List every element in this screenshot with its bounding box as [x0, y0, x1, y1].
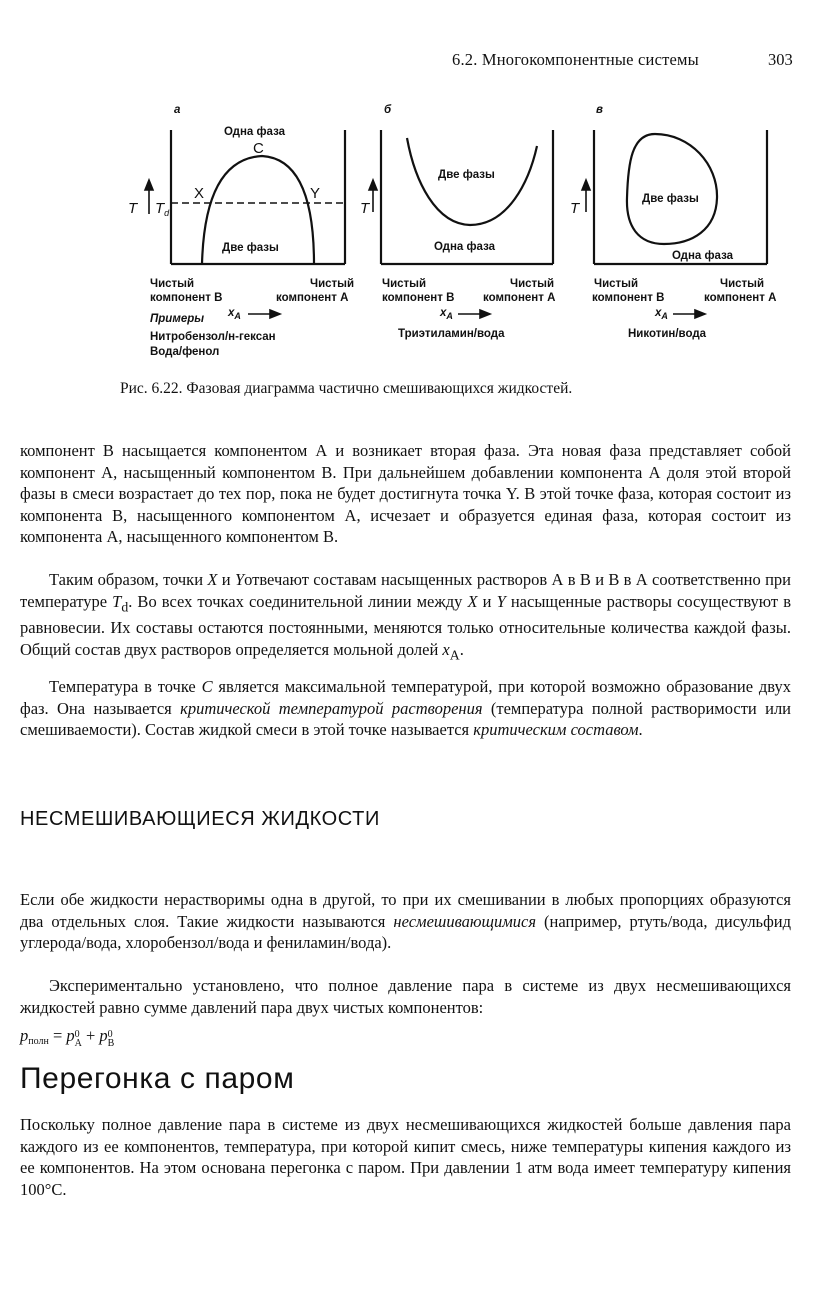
panel-b-letter: б: [384, 104, 392, 116]
panel-b-right-comp-line2: компонент А: [483, 292, 556, 304]
panel-a-t-axis-label: T: [128, 200, 138, 217]
panel-a-point-c-label: C: [253, 140, 264, 157]
formula-p-a-sub: A: [74, 1038, 82, 1049]
paragraph-6: Поскольку полное давление пара в системе из двух несмешивающихся жидкостей больше давления пара каждого из ее компонентов, температура, при которой кипит смесь, ниже температуры кипения каждого из ее компонентов. На этом основана перегонка с паром. При давлении 1 атм вода имеет температуру кипения 100°С.: [20, 1115, 791, 1199]
p2-var-y2: Y: [496, 591, 506, 611]
formula-equals: =: [48, 1026, 67, 1045]
p2-var-x2: X: [467, 591, 478, 611]
p2-text-c: отвечают составам насыщенных растворов А в В и В в А соответственно при температуре: [20, 570, 791, 611]
panel-b-xa-label: [439, 307, 453, 321]
panel-a-one-phase-label: Одна фаза: [224, 126, 286, 138]
steam-distillation-heading: Перегонка с паром: [20, 1062, 295, 1095]
panel-a-xa-arrowhead: [270, 310, 280, 318]
paragraph-5: Экспериментально установлено, что полное давление пара в системе из двух несмешивающихся жидкостей равно сумме давлений пара двух чистых компонентов:: [20, 976, 791, 1017]
p2-text-a: Таким образом, точки: [49, 570, 208, 589]
panel-b-t-arrowhead: [369, 180, 377, 190]
phase-diagram-figure: [0, 0, 831, 380]
formula-plus: +: [81, 1026, 100, 1045]
vapor-pressure-formula: [20, 1026, 114, 1048]
p4-text-b: (например, ртуть/вода, дисульфид углерода/вода, хлоробензол/вода и фениламин/вода).: [20, 911, 792, 953]
panel-a-point-x-label: X: [194, 185, 205, 202]
p2-var-td: T: [112, 591, 122, 611]
panel-b-xa-symbol: x: [440, 307, 447, 319]
panel-a-xa-symbol: x: [228, 307, 235, 319]
formula-p-a-sup: 0: [74, 1029, 80, 1040]
panel-a-example-1: Нитробензол/н-гексан: [150, 331, 276, 343]
p2-var-td-sub: d: [121, 598, 129, 614]
panel-c-left-comp-line1: Чистый: [594, 278, 639, 290]
panel-c-xa-arrowhead: [695, 310, 705, 318]
formula-p-b-sub: B: [107, 1038, 115, 1049]
p3-text-d: (температура полной растворимости или смешиваемости). Состав жидкой смеси в этой точке называется: [20, 698, 792, 740]
panel-a-xa-label: [227, 307, 241, 321]
p2-var-y: Y: [234, 570, 245, 589]
panel-b-xa-arrowhead: [480, 310, 490, 318]
formula-p-b-sup: 0: [107, 1029, 113, 1040]
panel-a-t-arrowhead: [145, 180, 153, 190]
panel-c-t-arrowhead: [582, 180, 590, 190]
formula-p-total-sub: полн: [28, 1036, 49, 1047]
panel-a-example-2: Вода/фенол: [150, 346, 220, 358]
panel-a-point-y-label: Y: [310, 185, 321, 202]
panel-b-xa-subscript: A: [446, 311, 453, 321]
panel-c-right-comp-line1: Чистый: [720, 278, 765, 290]
paragraph-3: [20, 676, 791, 741]
figure-caption: Рис. 6.22. Фазовая диаграмма частично смешивающихся жидкостей.: [120, 380, 573, 397]
panel-c-xa-label: [654, 307, 668, 321]
panel-c-left-comp-line2: компонент В: [592, 292, 665, 304]
panel-a-two-phases-label: Две фазы: [222, 242, 279, 254]
panel-a-xa-subscript: A: [234, 311, 241, 321]
p2-text-f: насыщенные растворы сосуществуют в равновесии. Их составы остаются постоянными, меняются только относительные количества каждой фазы. Общий состав двух растворов определяется мольной долей: [20, 591, 791, 660]
panel-b-one-phase-label: Одна фаза: [434, 241, 496, 253]
formula-p-b-indices: [108, 1030, 115, 1048]
paragraph-4: [20, 889, 791, 954]
panel-b-u-curve: [407, 138, 537, 225]
panel-b-left-comp-line1: Чистый: [382, 278, 427, 290]
panel-c-one-phase-label: Одна фаза: [672, 250, 734, 262]
panel-c-letter: в: [596, 104, 603, 116]
panel-a-right-comp-line1: Чистый: [310, 278, 355, 290]
panel-b-right-comp-line1: Чистый: [510, 278, 555, 290]
running-header-title: 6.2. Многокомпонентные системы: [452, 50, 699, 69]
panel-a-td-symbol: T: [155, 200, 165, 217]
p2-text-b: и: [217, 570, 235, 589]
paragraph-2: [20, 569, 791, 666]
p3-var-c: C: [201, 677, 213, 696]
panel-a-td-subscript: d: [164, 208, 170, 218]
panel-c-right-comp-line2: компонент А: [704, 292, 777, 304]
page-number: 303: [768, 50, 793, 69]
p2-text-e: и: [477, 591, 497, 611]
formula-p-a-indices: [75, 1030, 82, 1048]
p2-text-d: . Во всех точках соединительной линии между: [128, 591, 468, 611]
panel-a-right-comp-line2: компонент А: [276, 292, 349, 304]
panel-a-td-label: [155, 200, 170, 218]
formula-p-a: p: [66, 1026, 75, 1045]
panel-a-examples-title: Примеры: [150, 313, 205, 325]
panel-c-t-axis-label: T: [570, 200, 580, 217]
panel-c-xa-subscript: A: [661, 311, 668, 321]
p3-text-b: является максимальной температурой, при которой возможно образование двух фаз. Она называется: [20, 677, 791, 718]
panel-c-two-phases-label: Две фазы: [642, 193, 699, 205]
p2-var-x: X: [207, 570, 218, 589]
panel-b-example: Триэтиламин/вода: [398, 328, 505, 340]
panel-a-letter: а: [174, 104, 181, 116]
formula-p-b: p: [99, 1026, 108, 1045]
panel-b-left-comp-line2: компонент В: [382, 292, 455, 304]
panel-a-left-comp-line1: Чистый: [150, 278, 195, 290]
p2-var-xa-sub: A: [449, 647, 460, 663]
p2-text-g: .: [459, 640, 464, 660]
panel-c-closed-loop: [627, 134, 717, 244]
panel-c-xa-symbol: x: [655, 307, 662, 319]
p2-var-xa: x: [442, 640, 450, 660]
panel-b-t-axis-label: T: [360, 200, 370, 217]
p3-text-e: .: [638, 720, 643, 740]
p3-term-critical-temp: критической температурой растворения: [180, 698, 483, 718]
formula-p-total: p: [20, 1026, 29, 1045]
panel-b-two-phases-label: Две фазы: [438, 169, 495, 181]
p4-term-immiscible: несмешивающимися: [393, 911, 537, 931]
panel-c-example: Никотин/вода: [628, 328, 707, 340]
panel-a-left-comp-line2: компонент В: [150, 292, 223, 304]
p4-text-a: Если обе жидкости нерастворимы одна в другой, то при их смешивании в любых пропорциях образуются два отдельных слоя. Такие жидкости называются: [20, 890, 791, 931]
p3-text-a: Температура в точке: [49, 677, 202, 696]
section-heading: НЕСМЕШИВАЮЩИЕСЯ ЖИДКОСТИ: [20, 808, 380, 830]
paragraph-1: компонент В насыщается компонентом А и возникает вторая фаза. Эта новая фаза представляет собой компонент А, насыщенный компонентом В. При дальнейшем добавлении компонента А доля этой второй фазы в смеси возрастает до тех пор, пока не будет достигнута точка Y. В этой точке фаза, которая состоит из компонента В, насыщенного компонентом А, исчезает и образуется единая фаза, которая состоит из компонента А, насыщенного компонентом В.: [20, 441, 791, 547]
p3-term-critical-composition: критическим составом: [473, 720, 639, 740]
